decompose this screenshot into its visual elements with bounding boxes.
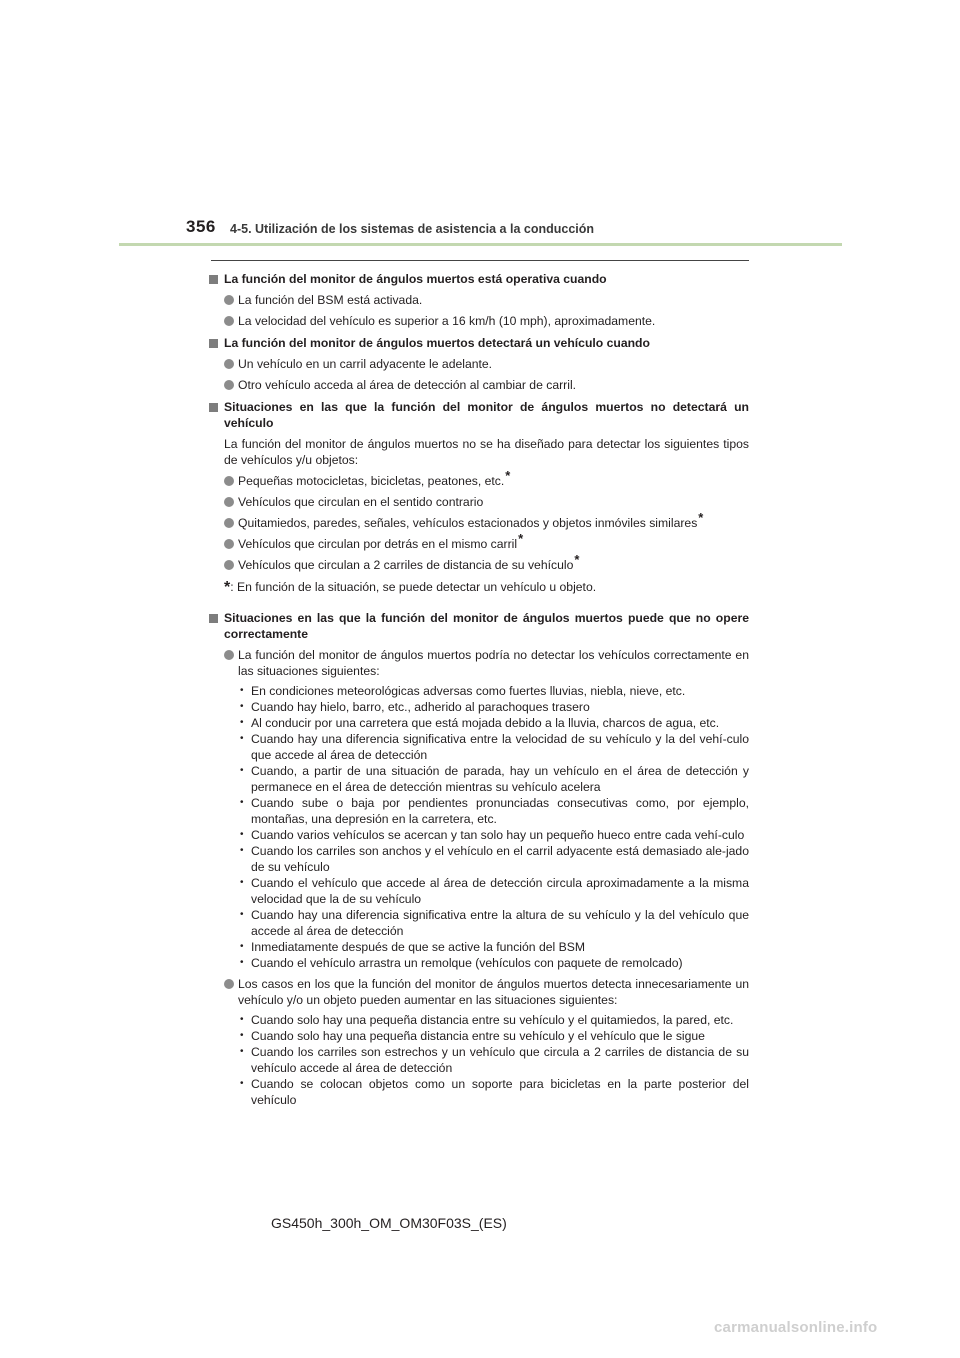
bullet-item	[209, 510, 749, 531]
bullet-item	[209, 494, 749, 510]
list-item: • Cuando el vehículo arrastra un remolque (vehículos con paquete de remolcado)	[238, 955, 749, 971]
list-item: • Cuando los carriles son anchos y el vehículo en el carril adyacente está demasiado ale-jado de su vehículo	[238, 843, 749, 875]
square-bullet-icon	[209, 275, 218, 284]
sub-list	[209, 1012, 749, 1108]
intro-paragraph: La función del monitor de ángulos muertos no se ha diseñado para detectar los siguientes tipos de vehículos y/u objetos:	[224, 437, 749, 467]
circle-bullet-icon	[224, 359, 234, 369]
bullet-item	[209, 377, 749, 393]
bullet-text: Vehículos que circulan por detrás en el mismo carril	[238, 537, 518, 551]
heading-text: La función del monitor de ángulos muertos detectará un vehículo cuando	[224, 336, 650, 350]
bullet-text: La velocidad del vehículo es superior a 16 km/h (10 mph), aproximadamente.	[238, 314, 656, 328]
bullet-item	[209, 313, 749, 329]
list-item: • Cuando los carriles son estrechos y un vehículo que circula a 2 carriles de distancia de su vehículo accede al área de detección	[238, 1044, 749, 1076]
list-item: • Cuando hay una diferencia significativa entre la altura de su vehículo y la del vehículo que accede al área de detección	[238, 907, 749, 939]
list-item: • Cuando se colocan objetos como un soporte para bicicletas en la parte posterior del vehículo	[238, 1076, 749, 1108]
bullet-item	[209, 976, 749, 1008]
list-item: • Cuando solo hay una pequeña distancia entre su vehículo y el vehículo que le sigue	[238, 1028, 749, 1044]
watermark-text: carmanualsonline.info	[714, 1319, 878, 1336]
bullet-item	[209, 552, 749, 573]
bullet-text: Pequeñas motocicletas, bicicletas, peatones, etc.	[238, 474, 505, 488]
footnote-marker: *	[574, 552, 580, 567]
section-heading	[209, 610, 749, 642]
footnote-text: : En función de la situación, se puede detectar un vehículo u objeto.	[230, 580, 597, 594]
circle-bullet-icon	[224, 476, 234, 486]
list-item: • Cuando el vehículo que accede al área de detección circula aproximadamente a la misma velocidad que la de su vehículo	[238, 875, 749, 907]
list-item: • Cuando hay una diferencia significativa entre la velocidad de su vehículo y la del vehí-culo que accede al área de detección	[238, 731, 749, 763]
bullet-text: Los casos en los que la función del monitor de ángulos muertos detecta innecesariamente un vehículo y/o un objeto pueden aumentar en las situaciones siguientes:	[238, 977, 749, 1007]
bullet-item	[209, 468, 749, 489]
bullet-text: La función del BSM está activada.	[238, 293, 423, 307]
bullet-text: Vehículos que circulan en el sentido contrario	[238, 495, 484, 509]
page-number: 356	[186, 217, 216, 236]
section-heading	[209, 335, 749, 351]
bullet-text: Vehículos que circulan a 2 carriles de distancia de su vehículo	[238, 558, 574, 572]
footnote-marker: *	[698, 510, 704, 525]
bullet-text: Un vehículo en un carril adyacente le adelante.	[238, 357, 493, 371]
circle-bullet-icon	[224, 497, 234, 507]
bullet-item	[209, 647, 749, 679]
footnote-asterisk: *	[224, 579, 231, 596]
square-bullet-icon	[209, 339, 218, 348]
heading-text: La función del monitor de ángulos muertos está operativa cuando	[224, 272, 607, 286]
footnote	[209, 579, 749, 596]
circle-bullet-icon	[224, 539, 234, 549]
bullet-item	[209, 531, 749, 552]
square-bullet-icon	[209, 403, 218, 412]
list-item: • Al conducir por una carretera que está mojada debido a la lluvia, charcos de agua, etc.	[238, 715, 749, 731]
circle-bullet-icon	[224, 316, 234, 326]
heading-text: Situaciones en las que la función del monitor de ángulos muertos puede que no opere correctamente	[224, 611, 749, 641]
circle-bullet-icon	[224, 560, 234, 570]
sub-list	[209, 683, 749, 971]
bullet-item	[209, 292, 749, 308]
section-heading	[209, 399, 749, 431]
list-item: • Cuando solo hay una pequeña distancia entre su vehículo y el quitamiedos, la pared, etc.	[238, 1012, 749, 1028]
circle-bullet-icon	[224, 295, 234, 305]
square-bullet-icon	[209, 614, 218, 623]
circle-bullet-icon	[224, 979, 234, 989]
header-rule	[119, 243, 842, 246]
circle-bullet-icon	[224, 650, 234, 660]
circle-bullet-icon	[224, 380, 234, 390]
manual-code: GS450h_300h_OM_OM30F03S_(ES)	[271, 1215, 507, 1231]
heading-text: Situaciones en las que la función del monitor de ángulos muertos no detectará un vehículo	[224, 400, 749, 430]
page-content	[209, 271, 749, 1108]
bullet-text: Quitamiedos, paredes, señales, vehículos estacionados y objetos inmóviles similares	[238, 516, 698, 530]
circle-bullet-icon	[224, 518, 234, 528]
bullet-text: La función del monitor de ángulos muertos podría no detectar los vehículos correctamente en las situaciones siguientes:	[238, 648, 749, 678]
footnote-marker: *	[518, 531, 524, 546]
section-heading	[209, 271, 749, 287]
bullet-item	[209, 356, 749, 372]
section-title: 4-5. Utilización de los sistemas de asistencia a la conducción	[230, 222, 595, 236]
list-item: • En condiciones meteorológicas adversas como fuertes lluvias, niebla, nieve, etc.	[238, 683, 749, 699]
list-item: • Inmediatamente después de que se active la función del BSM	[238, 939, 749, 955]
list-item: • Cuando hay hielo, barro, etc., adherido al parachoques trasero	[238, 699, 749, 715]
list-item: • Cuando varios vehículos se acercan y tan solo hay un pequeño hueco entre cada vehí-culo	[238, 827, 749, 843]
content-top-rule	[211, 260, 749, 261]
bullet-text: Otro vehículo acceda al área de detección al cambiar de carril.	[238, 378, 577, 392]
footnote-marker: *	[505, 468, 511, 483]
list-item: • Cuando sube o baja por pendientes pronunciadas consecutivas como, por ejemplo, montañas, una depresión en la carretera, etc.	[238, 795, 749, 827]
list-item: • Cuando, a partir de una situación de parada, hay un vehículo en el área de detección y permanece en el área de detección mientras su vehículo acelera	[238, 763, 749, 795]
